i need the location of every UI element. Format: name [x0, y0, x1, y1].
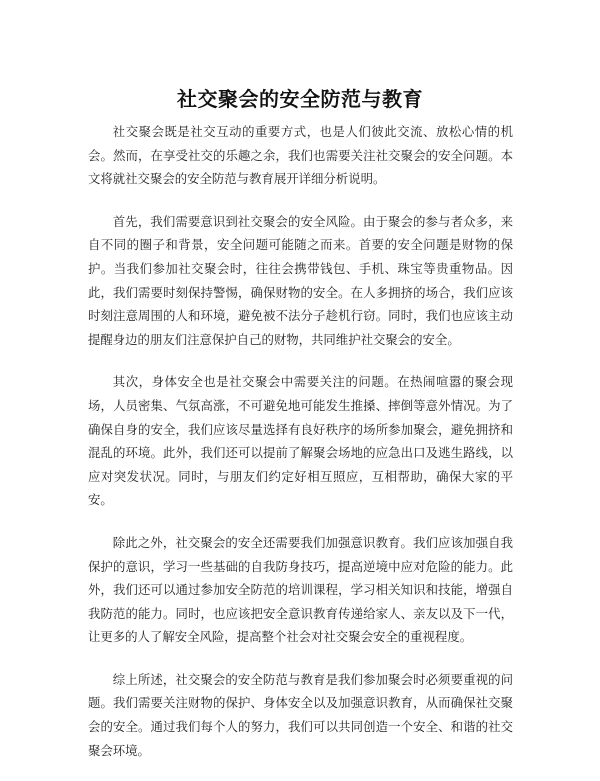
document-body: [88, 120, 513, 781]
paragraph-conclusion: 综上所述，社交聚会的安全防范与教育是我们参加聚会时必须要重视的问题。我们需要关注财物的保护、身体安全以及加强意识教育，从而确保社交聚会的安全。通过我们每个人的努力，我们可以共同创造一个安全、和谐的社交聚会环境。: [88, 671, 513, 758]
page-title: 社交聚会的安全防范与教育: [177, 87, 423, 112]
paragraph-awareness-education: 除此之外，社交聚会的安全还需要我们加强意识教育。我们应该加强自我保护的意识，学习一些基础的自我防身技巧，提高逆境中应对危险的能力。此外，我们还可以通过参加安全防范的培训课程，学习相关知识和技能，增强自我防范的能力。同时，也应该把安全意识教育传递给家人、亲友以及下一代，让更多的人了解安全风险，提高整个社会对社交聚会安全的重视程度。: [88, 534, 513, 645]
paragraph-intro: 社交聚会既是社交互动的重要方式，也是人们彼此交流、放松心情的机会。然而，在享受社交的乐趣之余，我们也需要关注社交聚会的安全问题。本文将就社交聚会的安全防范与教育展开详细分析说明。: [88, 124, 513, 187]
paragraph-personal-safety: 其次，身体安全也是社交聚会中需要关注的问题。在热闹喧嚣的聚会现场，人员密集、气氛高涨，不可避免地可能发生推搡、摔倒等意外情况。为了确保自身的安全，我们应该尽量选择有良好秩序的场所参加聚会，避免拥挤和混乱的环境。此外，我们还可以提前了解聚会场地的应急出口及逃生路线，以应对突发状况。同时，与朋友们约定好相互照应，互相帮助，确保大家的平安。: [88, 374, 513, 508]
paragraph-property-safety: 首先，我们需要意识到社交聚会的安全风险。由于聚会的参与者众多，来自不同的圈子和背景，安全问题可能随之而来。首要的安全问题是财物的保护。当我们参加社交聚会时，往往会携带钱包、手机、珠宝等贵重物品。因此，我们需要时刻保持警惕，确保财物的安全。在人多拥挤的场合，我们应该时刻注意周围的人和环境，避免被不法分子趁机行窃。同时，我们也应该主动提醒身边的朋友们注意保护自己的财物，共同维护社交聚会的安全。: [88, 213, 513, 347]
